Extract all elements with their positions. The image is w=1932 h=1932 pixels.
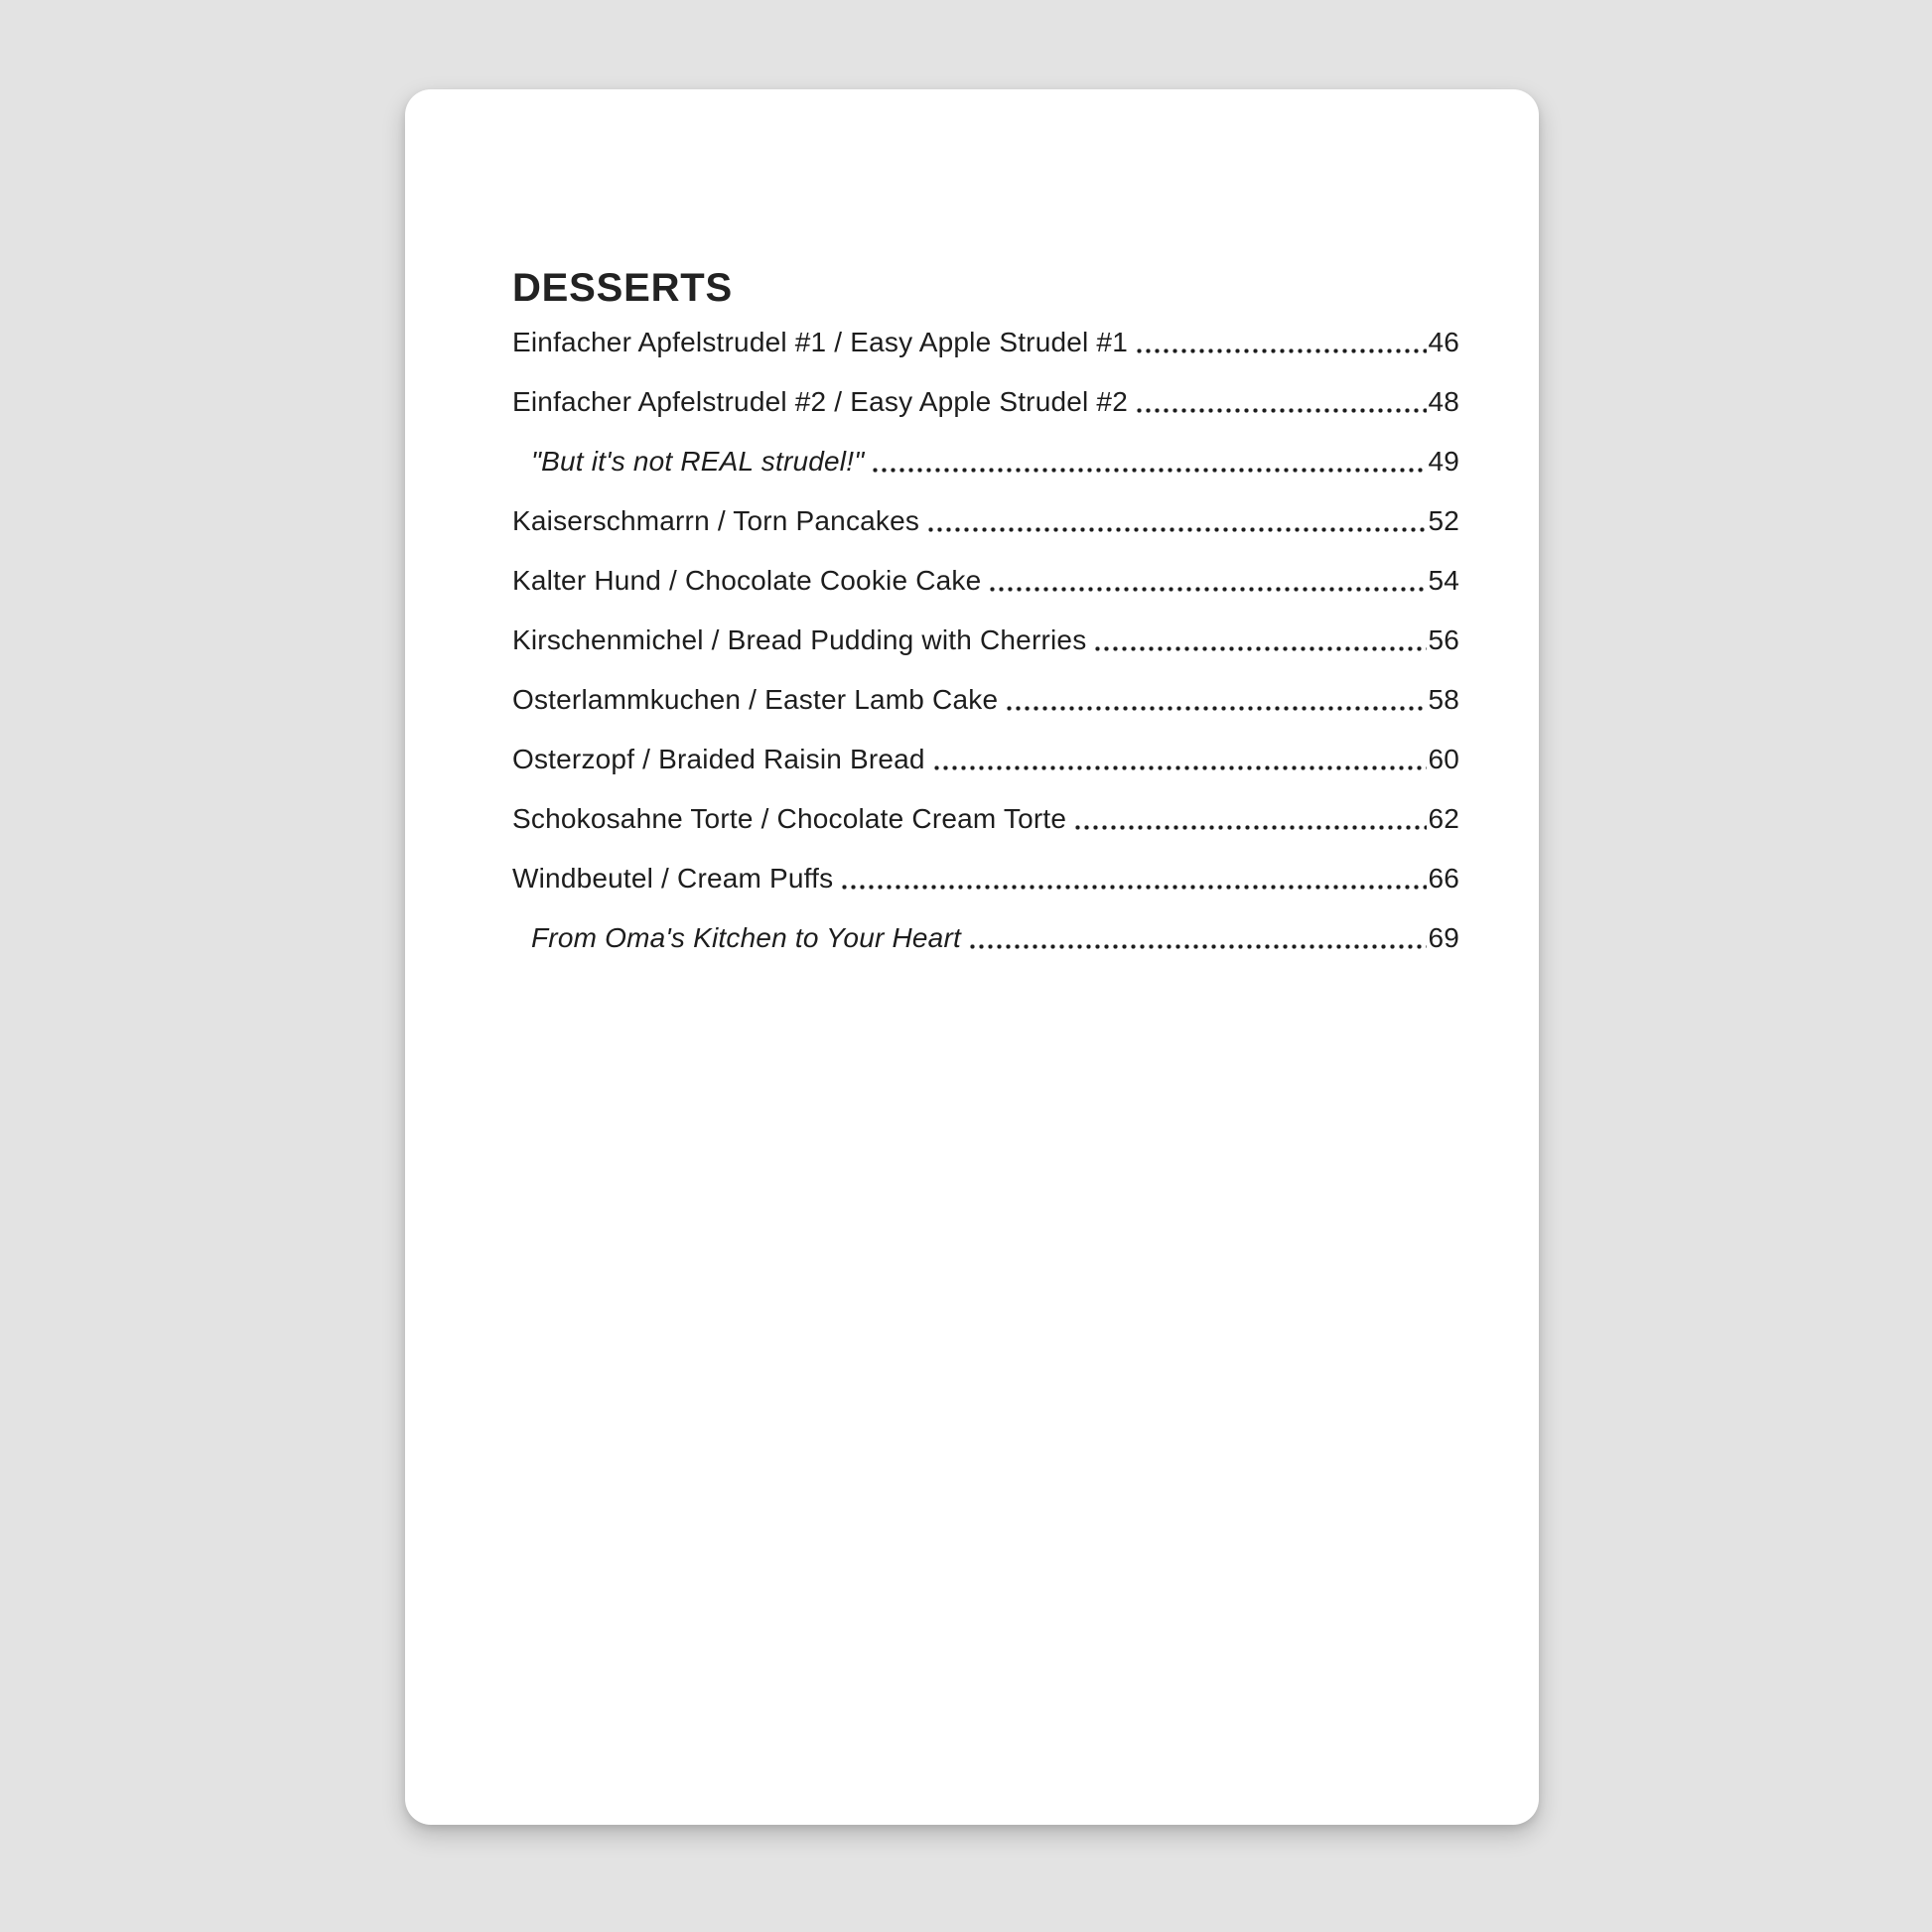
toc-entry-title: Kaiserschmarrn / Torn Pancakes bbox=[512, 505, 920, 536]
toc-entry bbox=[512, 432, 1459, 491]
toc-entry-page-number: 56 bbox=[1428, 624, 1459, 655]
toc-entry-title: Osterzopf / Braided Raisin Bread bbox=[512, 744, 925, 774]
toc-entry-title: Osterlammkuchen / Easter Lamb Cake bbox=[512, 684, 999, 715]
dot-leader bbox=[871, 432, 1427, 491]
toc-entry-page-number: 58 bbox=[1428, 684, 1459, 715]
toc-entry-title: Einfacher Apfelstrudel #2 / Easy Apple Strudel #2 bbox=[512, 386, 1128, 417]
document-page-card bbox=[405, 89, 1539, 1825]
section-title: DESSERTS bbox=[512, 266, 734, 310]
toc-entry-title: Windbeutel / Cream Puffs bbox=[512, 863, 834, 894]
dot-leader bbox=[1005, 670, 1427, 730]
toc-entry bbox=[512, 789, 1459, 849]
toc-entry-page-number: 62 bbox=[1428, 803, 1459, 834]
toc-entry bbox=[512, 611, 1459, 670]
toc-entry-page-number: 69 bbox=[1428, 922, 1459, 953]
toc-entry bbox=[512, 849, 1459, 908]
dot-leader bbox=[1093, 611, 1427, 670]
toc-entry-title: From Oma's Kitchen to Your Heart bbox=[531, 922, 961, 953]
toc-entry-title: Kalter Hund / Chocolate Cookie Cake bbox=[512, 565, 982, 596]
toc-entry-title: Schokosahne Torte / Chocolate Cream Torte bbox=[512, 803, 1067, 834]
dot-leader bbox=[968, 908, 1428, 968]
dot-leader bbox=[840, 849, 1427, 908]
dot-leader bbox=[1135, 372, 1427, 432]
toc-entry-title: "But it's not REAL strudel!" bbox=[531, 446, 865, 477]
toc-entry-page-number: 46 bbox=[1428, 327, 1459, 357]
toc-entry bbox=[512, 730, 1459, 789]
toc-entry bbox=[512, 670, 1459, 730]
toc-entry bbox=[512, 908, 1459, 968]
toc-entry-page-number: 54 bbox=[1428, 565, 1459, 596]
toc-list bbox=[512, 313, 1459, 968]
toc-entry-page-number: 52 bbox=[1428, 505, 1459, 536]
toc-entry bbox=[512, 313, 1459, 372]
toc-entry-page-number: 60 bbox=[1428, 744, 1459, 774]
dot-leader bbox=[1073, 789, 1427, 849]
toc-entry bbox=[512, 491, 1459, 551]
toc-entry bbox=[512, 372, 1459, 432]
toc-entry-page-number: 49 bbox=[1428, 446, 1459, 477]
dot-leader bbox=[988, 551, 1427, 611]
dot-leader bbox=[932, 730, 1428, 789]
table-of-contents bbox=[512, 264, 1459, 968]
dot-leader bbox=[926, 491, 1427, 551]
dot-leader bbox=[1135, 313, 1427, 372]
toc-entry-page-number: 66 bbox=[1428, 863, 1459, 894]
toc-entry-title: Kirschenmichel / Bread Pudding with Cherries bbox=[512, 624, 1087, 655]
toc-entry bbox=[512, 551, 1459, 611]
toc-entry-title: Einfacher Apfelstrudel #1 / Easy Apple Strudel #1 bbox=[512, 327, 1128, 357]
toc-entry-page-number: 48 bbox=[1428, 386, 1459, 417]
